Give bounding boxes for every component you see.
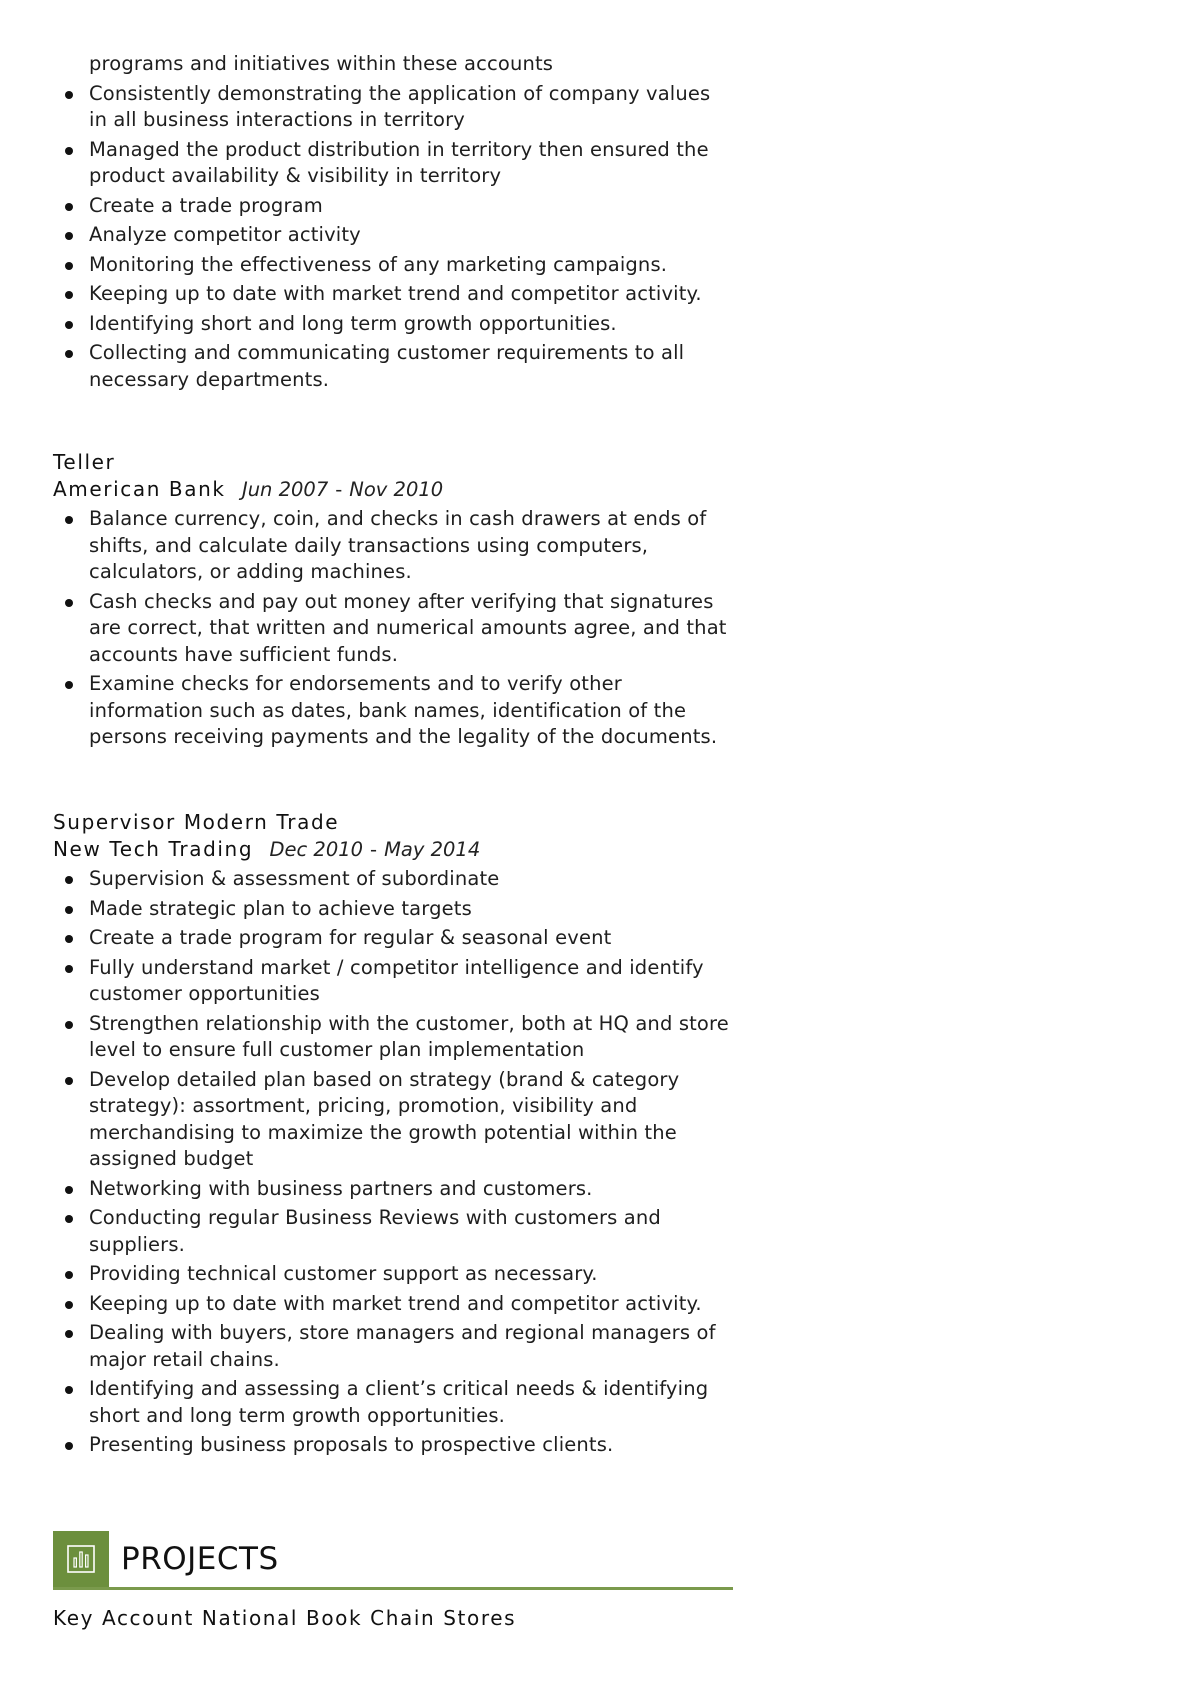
bullet-item: Cash checks and pay out money after verifying that signatures are correct, that written and numerical amounts agree, and that accounts have sufficient funds. bbox=[53, 589, 733, 669]
bullet-item: Managed the product distribution in territory then ensured the product availability & visibility in territory bbox=[53, 137, 733, 190]
job-title: Teller bbox=[53, 450, 116, 474]
job-2-bullets bbox=[53, 506, 733, 751]
job-3-bullets bbox=[53, 866, 733, 1459]
bullet-item: Balance currency, coin, and checks in cash drawers at ends of shifts, and calculate daily transactions using computers, calculators, or adding machines. bbox=[53, 506, 733, 586]
job-title: Supervisor Modern Trade bbox=[53, 810, 340, 834]
start-date: Dec 2010 bbox=[269, 838, 364, 861]
end-date: Nov 2010 bbox=[349, 478, 444, 501]
bullet-item: Create a trade program bbox=[53, 193, 733, 220]
company-name: American Bank bbox=[53, 477, 226, 501]
bullet-continuation: programs and initiatives within these accounts bbox=[89, 52, 554, 75]
bar-chart-icon bbox=[53, 1531, 109, 1587]
company-name: New Tech Trading bbox=[53, 837, 254, 861]
bullet-item: Identifying short and long term growth opportunities. bbox=[53, 311, 733, 338]
project-title: Key Account National Book Chain Stores bbox=[53, 1606, 517, 1630]
bullet-item: Develop detailed plan based on strategy (brand & category strategy): assortment, pricing, promotion, visibility and merchandising to maximize the growth potential within the assigned budget bbox=[53, 1067, 733, 1173]
bullet-item: Conducting regular Business Reviews with customers and suppliers. bbox=[53, 1205, 733, 1258]
bullet-item: Made strategic plan to achieve targets bbox=[53, 896, 733, 923]
job-subheader bbox=[53, 475, 733, 504]
projects-section-header bbox=[53, 1531, 733, 1590]
bullet-item: Supervision & assessment of subordinate bbox=[53, 866, 733, 893]
bullet-item: Collecting and communicating customer requirements to all necessary departments. bbox=[53, 340, 733, 393]
section-title: PROJECTS bbox=[121, 1541, 279, 1577]
date-separator: - bbox=[335, 478, 343, 501]
job-entry-1 bbox=[53, 51, 733, 396]
job-1-bullets bbox=[53, 81, 733, 394]
date-separator: - bbox=[370, 838, 378, 861]
job-entry-3 bbox=[53, 809, 733, 1462]
job-dates bbox=[242, 478, 443, 501]
bullet-item: Monitoring the effectiveness of any marketing campaigns. bbox=[53, 252, 733, 279]
bullet-item: Identifying and assessing a client’s critical needs & identifying short and long term growth opportunities. bbox=[53, 1376, 733, 1429]
bullet-item: Consistently demonstrating the application of company values in all business interactions in territory bbox=[53, 81, 733, 134]
job-subheader bbox=[53, 835, 733, 864]
bullet-item: Dealing with buyers, store managers and regional managers of major retail chains. bbox=[53, 1320, 733, 1373]
bullet-item: Create a trade program for regular & seasonal event bbox=[53, 925, 733, 952]
job-entry-2 bbox=[53, 449, 733, 754]
bullet-item: Keeping up to date with market trend and competitor activity. bbox=[53, 281, 733, 308]
bullet-item: Fully understand market / competitor intelligence and identify customer opportunities bbox=[53, 955, 733, 1008]
job-dates bbox=[269, 838, 480, 861]
start-date: Jun 2007 bbox=[241, 478, 329, 501]
bullet-item: Networking with business partners and customers. bbox=[53, 1176, 733, 1203]
end-date: May 2014 bbox=[384, 838, 481, 861]
bullet-item: Examine checks for endorsements and to verify other information such as dates, bank names, identification of the persons receiving payments and the legality of the documents. bbox=[53, 671, 733, 751]
bullet-item: Providing technical customer support as necessary. bbox=[53, 1261, 733, 1288]
bullet-item: Presenting business proposals to prospective clients. bbox=[53, 1432, 733, 1459]
bullet-item: Strengthen relationship with the customer, both at HQ and store level to ensure full customer plan implementation bbox=[53, 1011, 733, 1064]
bullet-item: Keeping up to date with market trend and competitor activity. bbox=[53, 1291, 733, 1318]
bullet-item: Analyze competitor activity bbox=[53, 222, 733, 249]
